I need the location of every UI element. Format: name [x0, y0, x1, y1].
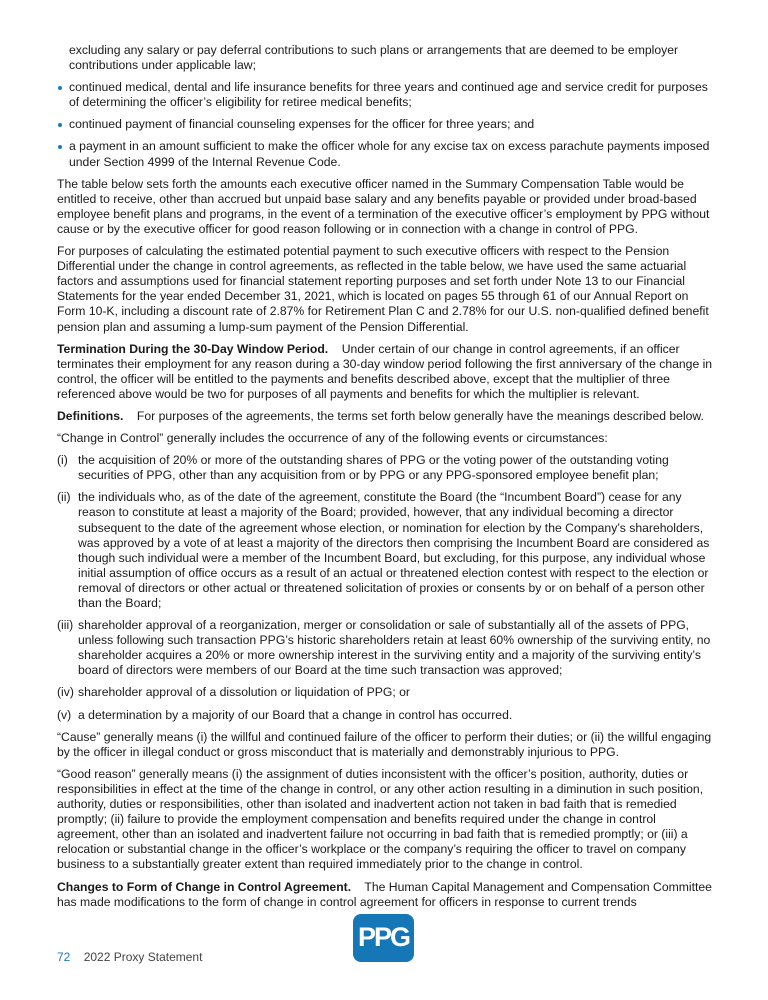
document-body [57, 43, 717, 917]
event-item: (iii) shareholder approval of a reorganization, merger or consolidation or sale of substantially all of the assets of PPG, unless following such transaction PPG’s historic shareholders retain at least 60% ownership of the surviving entity, no shareholder acquires a 20% or more ownership interest in the surviving entity and a majority of the surviving entity’s board of directors were members of our Board at the time such transaction was approved; [57, 618, 711, 678]
event-item: (i) the acquisition of 20% or more of the outstanding shares of PPG or the voting power of the outstanding voting securities of PPG, other than any acquisition from or by PPG or any PPG-sponsored employee benefit plan; [57, 453, 669, 483]
event-number: (i) [57, 453, 68, 468]
page-footer [57, 950, 202, 965]
event-number: (iii) [57, 618, 74, 633]
paragraph-pension: For purposes of calculating the estimated potential payment to such executive officers with respect to the Pension Differential under the change in control agreements, as reflected in the table below, we have used the same actuarial factors and assumptions used for financial statement reporting purposes and set forth under Note 13 to our Financial Statements for the year ended December 31, 2021, which is located on pages 55 through 61 of our Annual Report on Form 10-K, including a discount rate of 2.87% for Retirement Plan C and 2.78% for our U.S. non-qualified defined benefit pension plan and assuming a lump-sum payment of the Pension Differential. [57, 244, 709, 334]
section-termination: Termination During the 30-Day Window Period. Under certain of our change in control agreements, if an officer terminates their employment for any reason during a 30-day window period following the first anniversary of the change in control, the officer will be entitled to the payments and benefits described above, except that the multiplier of three referenced above would be two for purposes of all payments and benefits for which the multiplier is relevant. [57, 341, 713, 401]
intro-continuation: excluding any salary or pay deferral contributions to such plans or arrangements that are deemed to be employer contributions under applicable law; [69, 43, 679, 73]
paragraph-cause: “Cause” generally means (i) the willful and continued failure of the officer to perform their duties; or (ii) the willful engaging by the officer in illegal conduct or gross misconduct that is materially and demonstrably injurious to PPG. [57, 729, 712, 759]
event-number: (v) [57, 707, 72, 722]
bullet-item: a payment in an amount sufficient to make the officer whole for any excise tax on excess parachute payments imposed under Section 4999 of the Internal Revenue Code. [57, 139, 717, 169]
bullet-dot-icon [58, 86, 62, 90]
change-in-control-intro: “Change in Control” generally includes the occurrence of any of the following events or circumstances: [57, 431, 608, 446]
section-definitions: Definitions. For purposes of the agreements, the terms set forth below generally have the meanings described below. [57, 408, 704, 423]
section-changes: Changes to Form of Change in Control Agreement. The Human Capital Management and Compensation Committee has made modifications to the form of change in control agreement for officers in response to current trends [57, 879, 712, 909]
event-number: (iv) [57, 685, 74, 700]
paragraph-table-intro: The table below sets forth the amounts each executive officer named in the Summary Compensation Table would be entitled to receive, other than accrued but unpaid base salary and any benefits payable or provided under broad-based employee benefit plans and programs, in the event of a termination of the executive officer’s employment by PPG without cause or by the executive officer for good reason following or in connection with a change in control of PPG. [57, 176, 710, 236]
section-heading: Termination During the 30-Day Window Period. [57, 341, 329, 356]
event-number: (ii) [57, 490, 71, 505]
bullet-dot-icon [58, 145, 62, 149]
section-heading: Definitions. [57, 408, 124, 423]
bullet-item: continued payment of financial counseling expenses for the officer for three years; and [57, 117, 717, 132]
document-title: 2022 Proxy Statement [83, 950, 203, 964]
bullet-dot-icon [58, 123, 62, 127]
section-heading: Changes to Form of Change in Control Agreement. [57, 879, 352, 894]
bullet-item: continued medical, dental and life insurance benefits for three years and continued age and service credit for purposes of determining the officer’s eligibility for retiree medical benefits; [57, 80, 717, 110]
event-item: (ii) the individuals who, as of the date of the agreement, constitute the Board (the “Incumbent Board”) cease for any reason to constitute at least a majority of the Board; provided, however, that any individual becoming a director subsequent to the date of the agreement whose election, or nomination for election by the Company’s shareholders, was approved by a vote of at least a majority of the directors then comprising the Incumbent Board are considered as though such individual were a member of the Incumbent Board, but excluding, for this purpose, any individual whose initial assumption of office occurs as a result of an actual or threatened election contest with respect to the election or removal of directors or other actual or threatened solicitation of proxies or consents by or on behalf of a person other than the Board; [57, 490, 710, 610]
event-item: (iv) shareholder approval of a dissolution or liquidation of PPG; or [57, 685, 410, 700]
event-item: (v) a determination by a majority of our Board that a change in control has occurred. [57, 707, 513, 722]
ppg-logo-icon: PPG [353, 914, 414, 962]
page-number: 72 [57, 950, 71, 964]
paragraph-good-reason: “Good reason” generally means (i) the assignment of duties inconsistent with the officer’s position, authority, duties or responsibilities in effect at the time of the change in control, or any other action resulting in a diminution in such position, authority, duties or responsibilities, other than isolated and inadvertent action not taken in bad faith that is remedied promptly; (ii) failure to provide the employment compensation and benefits required under the change in control agreement, other than an isolated and inadvertent failure not occurring in bad faith that is remedied promptly; or (iii) a relocation or substantial change in the officer’s workplace or the company’s requiring the officer to travel on company business to a substantially greater extent than required immediately prior to the change in control. [57, 766, 704, 872]
